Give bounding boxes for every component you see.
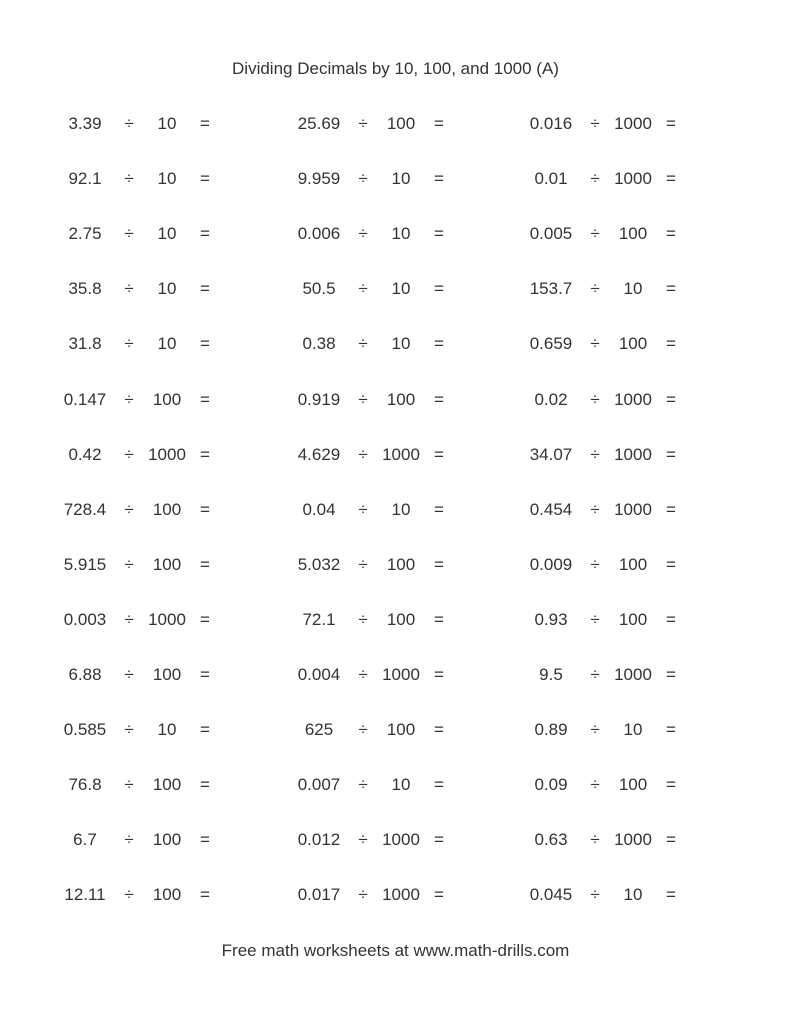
divisor: 10 [391, 334, 411, 353]
equals-sign: = [434, 334, 444, 353]
division-sign: ÷ [124, 334, 134, 353]
divisor: 100 [152, 390, 182, 409]
problem-row [0, 830, 791, 854]
division-sign: ÷ [124, 445, 134, 464]
dividend: 0.006 [297, 224, 341, 243]
dividend: 5.915 [63, 555, 107, 574]
dividend: 0.004 [297, 665, 341, 684]
equals-sign: = [434, 720, 444, 739]
divisor: 100 [618, 775, 648, 794]
division-problem [289, 720, 459, 744]
divisor: 1000 [614, 390, 652, 409]
dividend: 0.93 [534, 610, 568, 629]
division-sign: ÷ [590, 665, 600, 684]
division-problem [55, 445, 225, 469]
division-sign: ÷ [358, 830, 368, 849]
divisor: 100 [152, 885, 182, 904]
problem-row [0, 885, 791, 909]
division-problem [55, 775, 225, 799]
dividend: 0.045 [529, 885, 573, 904]
divisor: 1000 [614, 169, 652, 188]
divisor: 100 [386, 610, 416, 629]
equals-sign: = [434, 114, 444, 133]
dividend: 76.8 [68, 775, 102, 794]
dividend: 72.1 [302, 610, 336, 629]
dividend: 4.629 [297, 445, 341, 464]
equals-sign: = [200, 334, 210, 353]
division-problem [55, 885, 225, 909]
division-problem [289, 830, 459, 854]
division-sign: ÷ [124, 500, 134, 519]
equals-sign: = [200, 610, 210, 629]
dividend: 50.5 [302, 279, 336, 298]
division-sign: ÷ [358, 555, 368, 574]
divisor: 10 [157, 169, 177, 188]
division-sign: ÷ [590, 500, 600, 519]
equals-sign: = [666, 390, 676, 409]
equals-sign: = [200, 720, 210, 739]
dividend: 0.007 [297, 775, 341, 794]
division-problem [289, 445, 459, 469]
division-problem [55, 390, 225, 414]
division-sign: ÷ [358, 500, 368, 519]
equals-sign: = [200, 830, 210, 849]
division-sign: ÷ [590, 555, 600, 574]
division-sign: ÷ [590, 390, 600, 409]
equals-sign: = [434, 775, 444, 794]
divisor: 10 [391, 169, 411, 188]
divisor: 100 [386, 114, 416, 133]
dividend: 92.1 [68, 169, 102, 188]
division-problem [55, 224, 225, 248]
division-sign: ÷ [358, 775, 368, 794]
equals-sign: = [200, 114, 210, 133]
division-problem [521, 224, 691, 248]
divisor: 100 [152, 775, 182, 794]
division-problem [289, 224, 459, 248]
divisor: 10 [157, 334, 177, 353]
divisor: 1000 [148, 610, 186, 629]
equals-sign: = [666, 665, 676, 684]
division-sign: ÷ [358, 885, 368, 904]
divisor: 1000 [614, 445, 652, 464]
dividend: 0.012 [297, 830, 341, 849]
division-sign: ÷ [124, 555, 134, 574]
division-problem [289, 169, 459, 193]
division-problem [521, 665, 691, 689]
dividend: 728.4 [63, 500, 107, 519]
dividend: 153.7 [529, 279, 573, 298]
division-sign: ÷ [590, 169, 600, 188]
division-problem [55, 610, 225, 634]
division-sign: ÷ [590, 279, 600, 298]
equals-sign: = [200, 555, 210, 574]
divisor: 10 [157, 114, 177, 133]
divisor: 10 [623, 279, 643, 298]
equals-sign: = [666, 279, 676, 298]
divisor: 100 [618, 555, 648, 574]
division-sign: ÷ [358, 224, 368, 243]
equals-sign: = [434, 279, 444, 298]
divisor: 1000 [382, 830, 420, 849]
equals-sign: = [666, 555, 676, 574]
division-sign: ÷ [590, 830, 600, 849]
division-problem [55, 114, 225, 138]
division-problem [521, 445, 691, 469]
division-problem [289, 885, 459, 909]
divisor: 100 [618, 610, 648, 629]
division-problem [289, 555, 459, 579]
divisor: 1000 [614, 500, 652, 519]
divisor: 1000 [382, 885, 420, 904]
division-sign: ÷ [124, 885, 134, 904]
divisor: 10 [391, 775, 411, 794]
division-problem [289, 610, 459, 634]
division-problem [289, 114, 459, 138]
divisor: 10 [623, 885, 643, 904]
divisor: 100 [152, 500, 182, 519]
problem-row [0, 390, 791, 414]
division-problem [55, 169, 225, 193]
dividend: 25.69 [297, 114, 341, 133]
divisor: 1000 [382, 445, 420, 464]
problem-row [0, 775, 791, 799]
division-sign: ÷ [358, 720, 368, 739]
divisor: 100 [386, 390, 416, 409]
equals-sign: = [666, 169, 676, 188]
division-problem [521, 830, 691, 854]
division-sign: ÷ [590, 224, 600, 243]
division-problem [289, 390, 459, 414]
divisor: 10 [157, 720, 177, 739]
dividend: 625 [304, 720, 334, 739]
division-problem [521, 169, 691, 193]
equals-sign: = [200, 665, 210, 684]
dividend: 0.04 [302, 500, 336, 519]
dividend: 0.09 [534, 775, 568, 794]
division-problem [521, 555, 691, 579]
division-problem [521, 885, 691, 909]
division-problem [521, 390, 691, 414]
equals-sign: = [666, 334, 676, 353]
equals-sign: = [434, 885, 444, 904]
division-sign: ÷ [358, 610, 368, 629]
division-problem [521, 279, 691, 303]
dividend: 0.009 [529, 555, 573, 574]
equals-sign: = [434, 555, 444, 574]
problem-row [0, 334, 791, 358]
division-sign: ÷ [124, 279, 134, 298]
equals-sign: = [434, 500, 444, 519]
equals-sign: = [666, 885, 676, 904]
division-problem [521, 334, 691, 358]
dividend: 0.63 [534, 830, 568, 849]
dividend: 0.147 [63, 390, 107, 409]
division-sign: ÷ [124, 390, 134, 409]
dividend: 0.005 [529, 224, 573, 243]
division-sign: ÷ [358, 279, 368, 298]
divisor: 10 [157, 224, 177, 243]
division-sign: ÷ [124, 224, 134, 243]
division-sign: ÷ [124, 610, 134, 629]
problem-row [0, 169, 791, 193]
problem-row [0, 279, 791, 303]
division-problem [55, 665, 225, 689]
division-problem [55, 830, 225, 854]
division-problem [289, 334, 459, 358]
dividend: 0.585 [63, 720, 107, 739]
divisor: 100 [152, 830, 182, 849]
divisor: 10 [391, 279, 411, 298]
dividend: 9.5 [539, 665, 563, 684]
division-problem [289, 665, 459, 689]
dividend: 0.02 [534, 390, 568, 409]
dividend: 0.016 [529, 114, 573, 133]
equals-sign: = [434, 830, 444, 849]
division-sign: ÷ [124, 169, 134, 188]
equals-sign: = [200, 445, 210, 464]
problem-row [0, 610, 791, 634]
divisor: 100 [618, 224, 648, 243]
problem-row [0, 500, 791, 524]
equals-sign: = [200, 224, 210, 243]
dividend: 3.39 [68, 114, 102, 133]
division-sign: ÷ [124, 114, 134, 133]
divisor: 1000 [148, 445, 186, 464]
equals-sign: = [200, 390, 210, 409]
division-sign: ÷ [358, 390, 368, 409]
division-sign: ÷ [590, 610, 600, 629]
divisor: 10 [391, 500, 411, 519]
divisor: 1000 [614, 114, 652, 133]
division-sign: ÷ [124, 830, 134, 849]
division-problem [55, 555, 225, 579]
dividend: 0.454 [529, 500, 573, 519]
division-sign: ÷ [124, 665, 134, 684]
divisor: 100 [386, 555, 416, 574]
problem-row [0, 720, 791, 744]
problem-row [0, 114, 791, 138]
division-sign: ÷ [358, 445, 368, 464]
division-sign: ÷ [590, 775, 600, 794]
division-sign: ÷ [590, 114, 600, 133]
divisor: 10 [623, 720, 643, 739]
dividend: 0.89 [534, 720, 568, 739]
division-sign: ÷ [358, 665, 368, 684]
dividend: 0.01 [534, 169, 568, 188]
equals-sign: = [200, 279, 210, 298]
dividend: 5.032 [297, 555, 341, 574]
divisor: 1000 [614, 830, 652, 849]
division-problem [55, 279, 225, 303]
division-sign: ÷ [590, 334, 600, 353]
division-problem [55, 334, 225, 358]
dividend: 0.003 [63, 610, 107, 629]
equals-sign: = [666, 224, 676, 243]
dividend: 9.959 [297, 169, 341, 188]
division-problem [289, 279, 459, 303]
problem-row [0, 555, 791, 579]
division-sign: ÷ [124, 775, 134, 794]
division-sign: ÷ [124, 720, 134, 739]
division-problem [521, 114, 691, 138]
equals-sign: = [434, 445, 444, 464]
equals-sign: = [434, 610, 444, 629]
equals-sign: = [666, 720, 676, 739]
problem-row [0, 224, 791, 248]
problem-row [0, 665, 791, 689]
equals-sign: = [434, 665, 444, 684]
problem-row [0, 445, 791, 469]
divisor: 1000 [614, 665, 652, 684]
divisor: 100 [152, 665, 182, 684]
dividend: 0.659 [529, 334, 573, 353]
dividend: 2.75 [68, 224, 102, 243]
division-sign: ÷ [358, 334, 368, 353]
equals-sign: = [200, 169, 210, 188]
division-sign: ÷ [590, 885, 600, 904]
footer-text: Free math worksheets at www.math-drills.com [221, 941, 570, 960]
equals-sign: = [434, 169, 444, 188]
equals-sign: = [434, 390, 444, 409]
dividend: 6.7 [73, 830, 97, 849]
dividend: 6.88 [68, 665, 102, 684]
equals-sign: = [200, 775, 210, 794]
division-problem [55, 720, 225, 744]
equals-sign: = [434, 224, 444, 243]
equals-sign: = [200, 885, 210, 904]
dividend: 12.11 [64, 885, 106, 904]
division-problem [521, 775, 691, 799]
divisor: 100 [386, 720, 416, 739]
divisor: 100 [618, 334, 648, 353]
dividend: 0.017 [297, 885, 341, 904]
divisor: 1000 [382, 665, 420, 684]
division-sign: ÷ [590, 720, 600, 739]
dividend: 0.919 [297, 390, 341, 409]
division-problem [55, 500, 225, 524]
division-sign: ÷ [358, 169, 368, 188]
dividend: 0.38 [302, 334, 336, 353]
dividend: 35.8 [68, 279, 102, 298]
division-sign: ÷ [358, 114, 368, 133]
divisor: 100 [152, 555, 182, 574]
dividend: 0.42 [68, 445, 102, 464]
dividend: 34.07 [529, 445, 573, 464]
division-sign: ÷ [590, 445, 600, 464]
division-problem [521, 610, 691, 634]
equals-sign: = [666, 775, 676, 794]
equals-sign: = [666, 830, 676, 849]
equals-sign: = [666, 500, 676, 519]
dividend: 31.8 [68, 334, 102, 353]
worksheet-title: Dividing Decimals by 10, 100, and 1000 (A) [232, 59, 559, 78]
divisor: 10 [391, 224, 411, 243]
equals-sign: = [666, 610, 676, 629]
equals-sign: = [200, 500, 210, 519]
division-problem [289, 500, 459, 524]
equals-sign: = [666, 114, 676, 133]
divisor: 10 [157, 279, 177, 298]
equals-sign: = [666, 445, 676, 464]
division-problem [521, 720, 691, 744]
division-problem [521, 500, 691, 524]
division-problem [289, 775, 459, 799]
